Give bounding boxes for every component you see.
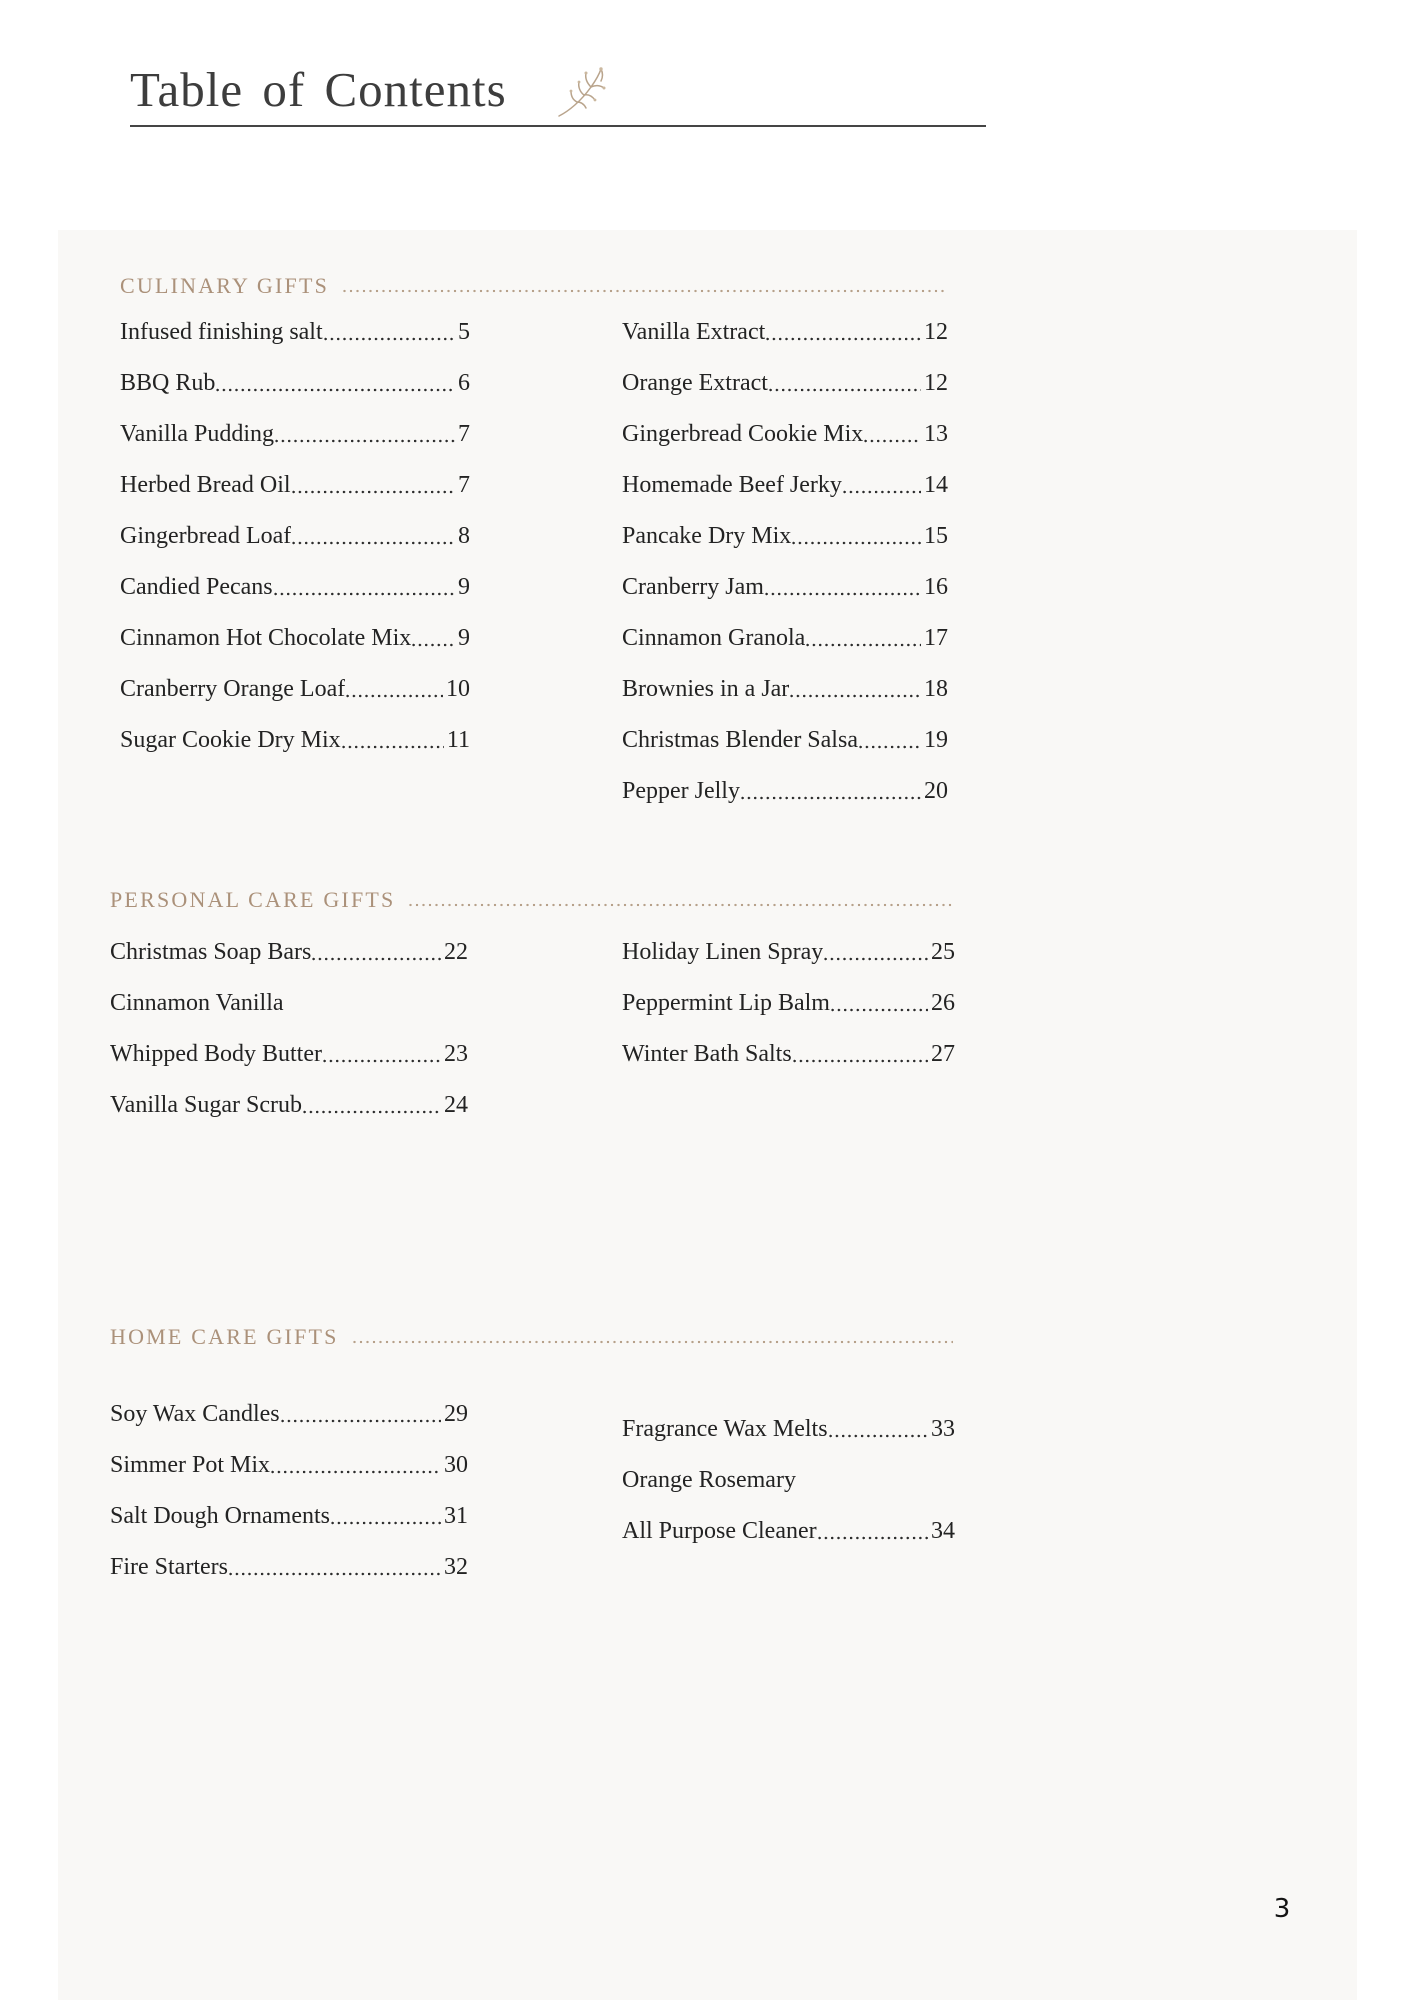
toc-column-left xyxy=(110,1389,468,1593)
dot-leader xyxy=(292,460,455,511)
toc-entry-page-number: 25 xyxy=(931,939,955,965)
toc-entry-title: Holiday Linen Spray xyxy=(622,939,824,965)
toc-entry-page-number: 18 xyxy=(924,676,948,702)
dot-leader xyxy=(312,927,441,978)
toc-entry xyxy=(622,409,948,460)
dot-leader xyxy=(824,927,928,978)
toc-section xyxy=(110,1322,955,1593)
title-divider xyxy=(130,125,986,127)
toc-entry xyxy=(622,1455,955,1506)
toc-entry xyxy=(110,1542,468,1593)
toc-entry-title: Whipped Body Butter xyxy=(110,1041,322,1067)
toc-entry-page-number: 10 xyxy=(446,676,470,702)
botanical-sprig-icon xyxy=(552,64,616,122)
toc-entry xyxy=(622,1404,955,1455)
dot-leader xyxy=(412,613,455,664)
toc-entry xyxy=(622,307,948,358)
toc-entry-title: Soy Wax Candles xyxy=(110,1401,280,1427)
toc-entry-title: BBQ Rub xyxy=(120,370,216,396)
toc-entry-page-number: 20 xyxy=(924,778,948,804)
dot-leader xyxy=(216,358,455,409)
toc-entry-page-number: 34 xyxy=(931,1518,955,1544)
toc-entry xyxy=(120,562,470,613)
toc-entry xyxy=(120,715,470,766)
toc-entry-page-number: 31 xyxy=(444,1503,468,1529)
toc-column-right xyxy=(622,307,948,817)
toc-entry-title: Peppermint Lip Balm xyxy=(622,990,830,1016)
toc-entry xyxy=(622,511,948,562)
toc-section xyxy=(110,885,955,1131)
dot-leader xyxy=(331,1491,441,1542)
toc-entry-title: Herbed Bread Oil xyxy=(120,472,291,498)
toc-entry xyxy=(110,1389,468,1440)
toc-entry-page-number: 33 xyxy=(931,1416,955,1442)
toc-entry-page-number: 7 xyxy=(458,421,470,447)
section-header-row xyxy=(110,885,955,915)
section-dotted-leader-line xyxy=(343,271,948,301)
toc-entry xyxy=(120,409,470,460)
dot-leader xyxy=(281,1389,441,1440)
toc-entry xyxy=(622,358,948,409)
page-number: 3 xyxy=(1273,1894,1291,1924)
toc-entry-title: All Purpose Cleaner xyxy=(622,1518,817,1544)
dot-leader xyxy=(792,511,921,562)
dot-leader xyxy=(769,358,921,409)
dot-leader xyxy=(323,1029,441,1080)
toc-entry xyxy=(622,613,948,664)
toc-entry-title: Cranberry Orange Loaf xyxy=(120,676,346,702)
dot-leader xyxy=(741,766,921,817)
toc-entry-page-number: 19 xyxy=(924,727,948,753)
dot-leader xyxy=(271,1440,441,1491)
toc-entry-title: Gingerbread Cookie Mix xyxy=(622,421,864,447)
toc-entry xyxy=(622,978,955,1029)
section-heading: CULINARY GIFTS xyxy=(120,273,330,298)
toc-entry-page-number: 16 xyxy=(924,574,948,600)
toc-entry xyxy=(120,460,470,511)
toc-entry-page-number: 9 xyxy=(458,574,470,600)
dot-leader xyxy=(829,1404,928,1455)
toc-entry-page-number: 14 xyxy=(924,472,948,498)
toc-entry xyxy=(120,307,470,358)
toc-entry-page-number: 7 xyxy=(458,472,470,498)
toc-entry-page-number: 23 xyxy=(444,1041,468,1067)
dot-leader xyxy=(790,664,921,715)
toc-entry xyxy=(622,715,948,766)
toc-entry xyxy=(622,766,948,817)
dot-leader xyxy=(793,1029,928,1080)
toc-section xyxy=(120,271,948,817)
toc-entry-page-number: 9 xyxy=(458,625,470,651)
toc-entry-title: Vanilla Extract xyxy=(622,319,766,345)
dot-leader xyxy=(342,715,444,766)
toc-entry xyxy=(622,927,955,978)
toc-entry-page-number: 8 xyxy=(458,523,470,549)
toc-entry xyxy=(622,664,948,715)
toc-entry-page-number: 6 xyxy=(458,370,470,396)
toc-entry xyxy=(120,358,470,409)
toc-entry-title: Gingerbread Loaf xyxy=(120,523,292,549)
toc-entry xyxy=(110,927,468,978)
toc-entry-page-number: 32 xyxy=(444,1554,468,1580)
dot-leader xyxy=(229,1542,441,1593)
toc-entry-page-number: 27 xyxy=(931,1041,955,1067)
toc-entry-page-number: 11 xyxy=(446,727,470,753)
toc-entry xyxy=(622,1029,955,1080)
toc-entry-page-number: 12 xyxy=(924,319,948,345)
toc-column-right xyxy=(622,927,955,1131)
toc-entry-page-number: 24 xyxy=(444,1092,468,1118)
section-columns xyxy=(110,927,955,1131)
toc-entry xyxy=(110,1491,468,1542)
dot-leader xyxy=(303,1080,441,1131)
toc-entry-page-number: 5 xyxy=(458,319,470,345)
page-title: Table of Contents xyxy=(130,62,507,117)
toc-entry-page-number: 15 xyxy=(924,523,948,549)
dot-leader xyxy=(275,409,455,460)
section-columns xyxy=(120,307,948,817)
dot-leader xyxy=(274,562,455,613)
toc-entry-title: Simmer Pot Mix xyxy=(110,1452,271,1478)
section-header-row xyxy=(110,1322,955,1352)
toc-entry xyxy=(622,562,948,613)
toc-entry-title: Sugar Cookie Dry Mix xyxy=(120,727,341,753)
toc-entry-title: Cinnamon Granola xyxy=(622,625,806,651)
toc-entry-title: Christmas Soap Bars xyxy=(110,939,312,965)
toc-entry-title: Homemade Beef Jerky xyxy=(622,472,842,498)
toc-entry-title: Winter Bath Salts xyxy=(622,1041,792,1067)
dot-leader xyxy=(864,409,921,460)
dot-leader xyxy=(346,664,443,715)
toc-entry-page-number: 22 xyxy=(444,939,468,965)
toc-entry-title: Candied Pecans xyxy=(120,574,273,600)
dot-leader xyxy=(818,1506,928,1557)
toc-entry-title: Vanilla Pudding xyxy=(120,421,274,447)
toc-entry xyxy=(110,978,468,1029)
dot-leader xyxy=(765,562,921,613)
toc-entry xyxy=(110,1029,468,1080)
toc-entry-page-number: 29 xyxy=(444,1401,468,1427)
toc-column-left xyxy=(110,927,468,1131)
toc-entry-title: Infused finishing salt xyxy=(120,319,323,345)
dot-leader xyxy=(843,460,921,511)
toc-entry-page-number: 13 xyxy=(924,421,948,447)
toc-entry-page-number: 17 xyxy=(924,625,948,651)
content-card xyxy=(58,230,1357,2000)
section-columns xyxy=(110,1389,955,1593)
toc-entry-page-number: 26 xyxy=(931,990,955,1016)
toc-entry-title: Orange Rosemary xyxy=(622,1467,796,1493)
toc-entry-page-number: 30 xyxy=(444,1452,468,1478)
section-dotted-leader-line xyxy=(353,1322,955,1352)
toc-entry xyxy=(622,460,948,511)
toc-entry xyxy=(622,1506,955,1557)
dot-leader xyxy=(766,307,921,358)
toc-entry-title: Christmas Blender Salsa xyxy=(622,727,858,753)
section-heading: HOME CARE GIFTS xyxy=(110,1324,339,1349)
toc-entry-title: Orange Extract xyxy=(622,370,768,396)
toc-entry-title: Pepper Jelly xyxy=(622,778,740,804)
toc-entry-title: Cinnamon Vanilla xyxy=(110,990,284,1016)
toc-entry xyxy=(120,613,470,664)
toc-column-left xyxy=(120,307,470,817)
toc-entry-title: Brownies in a Jar xyxy=(622,676,790,702)
dot-leader xyxy=(831,978,928,1029)
toc-entry-title: Cinnamon Hot Chocolate Mix xyxy=(120,625,412,651)
dot-leader xyxy=(292,511,455,562)
toc-entry xyxy=(110,1080,468,1131)
toc-entry xyxy=(120,664,470,715)
dot-leader xyxy=(859,715,921,766)
toc-entry xyxy=(120,511,470,562)
toc-entry-page-number: 12 xyxy=(924,370,948,396)
toc-entry-title: Pancake Dry Mix xyxy=(622,523,792,549)
section-dotted-leader-line xyxy=(409,885,955,915)
toc-entry-title: Fragrance Wax Melts xyxy=(622,1416,828,1442)
toc-entry xyxy=(110,1440,468,1491)
dot-leader xyxy=(324,307,455,358)
section-heading: PERSONAL CARE GIFTS xyxy=(110,887,396,912)
toc-entry-title: Salt Dough Ornaments xyxy=(110,1503,330,1529)
toc-entry-title: Fire Starters xyxy=(110,1554,228,1580)
dot-leader xyxy=(806,613,921,664)
section-header-row xyxy=(120,271,948,301)
toc-entry-title: Cranberry Jam xyxy=(622,574,764,600)
toc-entry-title: Vanilla Sugar Scrub xyxy=(110,1092,302,1118)
toc-column-right xyxy=(622,1404,955,1593)
